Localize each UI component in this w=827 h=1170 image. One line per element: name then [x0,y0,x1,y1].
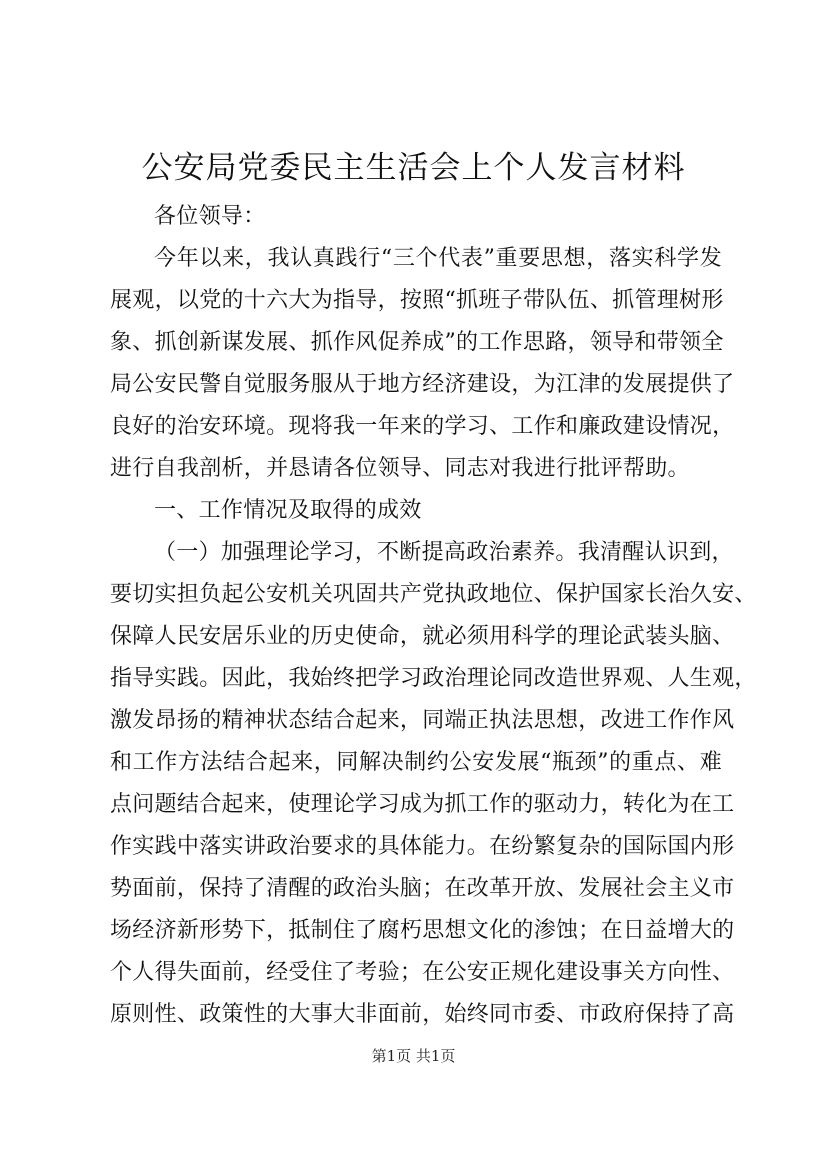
paragraph-line: 局公安民警自觉服务服从于地方经济建设，为江津的发展提供了 [110,372,735,397]
paragraph-line: 势面前，保持了清醒的政治头脑；在改革开放、发展社会主义市 [110,876,735,901]
paragraph-line: 进行自我剖析，并恳请各位领导、同志对我进行批评帮助。 [110,456,690,481]
paragraph-line: 场经济新形势下，抵制住了腐朽思想文化的渗蚀；在日益增大的 [110,918,735,943]
section-heading: 一、工作情况及取得的成效 [154,498,422,523]
paragraph-line: 今年以来，我认真践行“三个代表”重要思想，落实科学发 [154,246,722,271]
paragraph-line: 保障人民安居乐业的历史使命，就必须用科学的理论武装头脑、 [110,624,735,649]
paragraph-line: 象、抓创新谋发展、抓作风促养成”的工作思路，领导和带领全 [110,330,724,355]
paragraph-line: （一）加强理论学习，不断提高政治素养。我清醒认识到， [154,540,734,565]
paragraph-line: 指导实践。因此，我始终把学习政治理论同改造世界观、人生观， [110,666,757,691]
document-body [110,196,757,1036]
paragraph-line: 点问题结合起来，使理论学习成为抓工作的驱动力，转化为在工 [110,792,735,817]
paragraph-line: 个人得失面前，经受住了考验；在公安正规化建设事关方向性、 [110,960,735,985]
paragraph-line: 作实践中落实讲政治要求的具体能力。在纷繁复杂的国际国内形 [110,834,735,859]
document-title: 公安局党委民主生活会上个人发言材料 [141,150,686,186]
page-footer: 第1页 共1页 [371,1047,456,1065]
paragraph-line: 原则性、政策性的大事大非面前，始终同市委、市政府保持了高 [110,1002,735,1027]
paragraph-line: 激发昂扬的精神状态结合起来，同端正执法思想，改进工作作风 [110,708,735,733]
paragraph-line: 要切实担负起公安机关巩固共产党执政地位、保护国家长治久安、 [110,582,757,607]
paragraph-line: 良好的治安环境。现将我一年来的学习、工作和廉政建设情况， [110,414,735,439]
paragraph-line: 和工作方法结合起来，同解决制约公安发展“瓶颈”的重点、难 [110,750,722,775]
salutation: 各位领导： [154,204,266,229]
paragraph-line: 展观，以党的十六大为指导，按照“抓班子带队伍、抓管理树形 [110,288,724,313]
